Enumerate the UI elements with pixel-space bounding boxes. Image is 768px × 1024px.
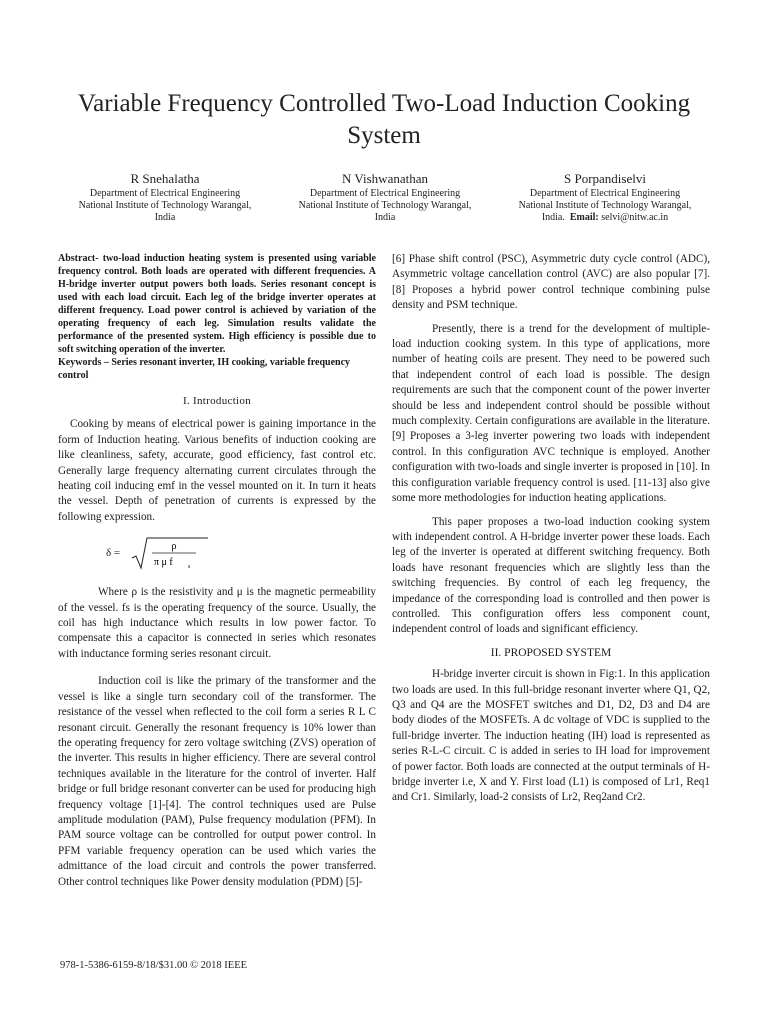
author-name: R Snehalatha (130, 171, 200, 186)
equation-numerator: ρ (171, 541, 177, 553)
email-link[interactable]: selvi@nitw.ac.in (601, 212, 669, 223)
penetration-depth-equation (106, 535, 376, 571)
author-loc: India (154, 212, 176, 223)
proposed-system-paragraph: H-bridge inverter circuit is shown in Fig:1. In this application two loads are used. In this full-bridge resonant inverter where Q1, Q2, Q3 and Q4 are the MOSFET switches and D1, D2, D3 and D4 are body diodes of the MOSFETs. A dc voltage of VDC is supplied to the full-bridge inverter. The induction heating (IH) load is represented as series R-L-C circuit. C is added in series to IH load for improvement of power factor. Both loads are connected at the output terminals of H-bridge inverter i.e, X and Y. First load (L1) is composed of Lr1, Req1 and Cr1. Similarly, load-2 consists of Lr2, Req2and Cr2. (392, 668, 710, 804)
intro-paragraph-1: Cooking by means of electrical power is gaining importance in the form of Induction heating. Various benefits of induction cooking are like cleanliness, safety, accurate, good efficiency, fast control etc. Generally large frequency alternating current circulates through the heating coil inducing emf in the vessel mounted on it. In turn it heats the vessel. Depth of penetration of currents is expressed by the following expression. (58, 418, 376, 523)
right-column (392, 252, 710, 806)
author-loc: India (374, 212, 396, 223)
author-dept: Department of Electrical Engineering (529, 188, 681, 199)
abstract: Abstract- two-load induction heating system is presented using variable frequency control. Both loads are operated with different frequencies. A H-bridge inverter output powers both loads. Series resonant concept is used with each load circuit. Each leg of the bridge inverter operates at different frequency. Load power control is achieved by variation of the operating frequency of each leg. Simulation results validate the performance of the presented system. High efficiency is possible due to soft switching operation of the inverter. (58, 253, 376, 355)
copyright-footer: 978-1-5386-6159-8/18/$31.00 © 2018 IEEE (60, 960, 248, 971)
author-inst: National Institute of Technology Warangal, (78, 200, 252, 211)
equation-subscript: s (188, 564, 191, 571)
author-inst: National Institute of Technology Warangal, (518, 200, 692, 211)
section-heading-proposed-system: II. PROPOSED SYSTEM (490, 646, 612, 659)
email-label: Email: (569, 212, 599, 223)
keywords: Keywords – Series resonant inverter, IH cooking, variable frequency control (58, 357, 351, 381)
author-name: S Porpandiselvi (564, 171, 646, 186)
left-column (58, 252, 376, 890)
paper-title: Variable Frequency Controlled Two-Load Induction Cooking System (77, 90, 691, 149)
author-name: N Vishwanathan (342, 171, 428, 186)
equation-lhs: δ = (106, 546, 121, 559)
author-dept: Department of Electrical Engineering (309, 188, 461, 199)
author-block-1 (60, 172, 270, 224)
author-dept: Department of Electrical Engineering (89, 188, 241, 199)
intro-paragraph-4: [6] Phase shift control (PSC), Asymmetric duty cycle control (ADC), Asymmetric voltage cancellation control (AVC) are also popular [7]. [8] Proposes a hybrid power control technique combining pulse density and PSM technique. (392, 253, 710, 312)
intro-paragraph-6: This paper proposes a two-load induction cooking system with independent control. A H-bridge inverter power these loads. Each leg of the inverter is operated at different switching frequency. Both loads have resonant frequencies which are slightly less than the switching frequencies. By control of each leg frequency, the impedance of the corresponding load is controlled and then power is controlled. This configuration offers less component count, independent control of loads and significant efficiency. (392, 515, 710, 636)
square-root-sign (130, 536, 210, 570)
equation-denominator: π μ f (154, 557, 173, 569)
intro-paragraph-5: Presently, there is a trend for the development of multiple-load induction cooking system. In this type of applications, more number of heating coils are present. They need to be powered such that independent control of each load is possible. The design requirements are such that the component count of the power inverter should be less and independent control should be possible without much complexity. Certain configurations are available in the literature. [9] Proposes a 3-leg inverter powering two loads with independent control. In this configuration AVC technique is employed. Another configuration with two-loads and single inverter is proposed in [10]. In this configuration variable frequency control is used. [11-13] also give some more methodologies for induction heating applications. (392, 322, 710, 505)
section-heading-introduction: I. Introduction (182, 395, 252, 407)
author-loc: India. (541, 212, 565, 223)
intro-paragraph-2: Where ρ is the resistivity and μ is the magnetic permeability of the vessel. fs is the operating frequency of the source. Usually, the coil has high inductance which results in low power factor. To compensate this a capacitor is connected in series which resonates with inductance forming series resonant circuit. (58, 586, 376, 660)
author-inst: National Institute of Technology Warangal, (298, 200, 472, 211)
author-loc-email (500, 212, 710, 224)
author-block-2 (280, 172, 490, 224)
intro-paragraph-3: Induction coil is like the primary of the transformer and the vessel is like a single turn secondary coil of the transformer. The resistance of the vessel when reflected to the coil form a series R L C resonant circuit. Generally the resonant frequency is 10% lower than the operating frequency for zero voltage switching (ZVS) operation of the inverter. This results in higher efficiency. There are several control techniques available in the literature for the control of inverter. Half bridge or full bridge resonant converter can be used for producing high frequency voltage [1]-[4]. The control techniques used are Pulse amplitude modulation (PAM), Pulse frequency modulation (PFM). In PAM source voltage can be controlled for output power control. In PFM variable frequency operation can be used which varies the admittance of the load circuit and controls the power transferred. Other control techniques like Power density modulation (PDM) [5]- (58, 675, 376, 888)
author-block-3 (500, 172, 710, 224)
